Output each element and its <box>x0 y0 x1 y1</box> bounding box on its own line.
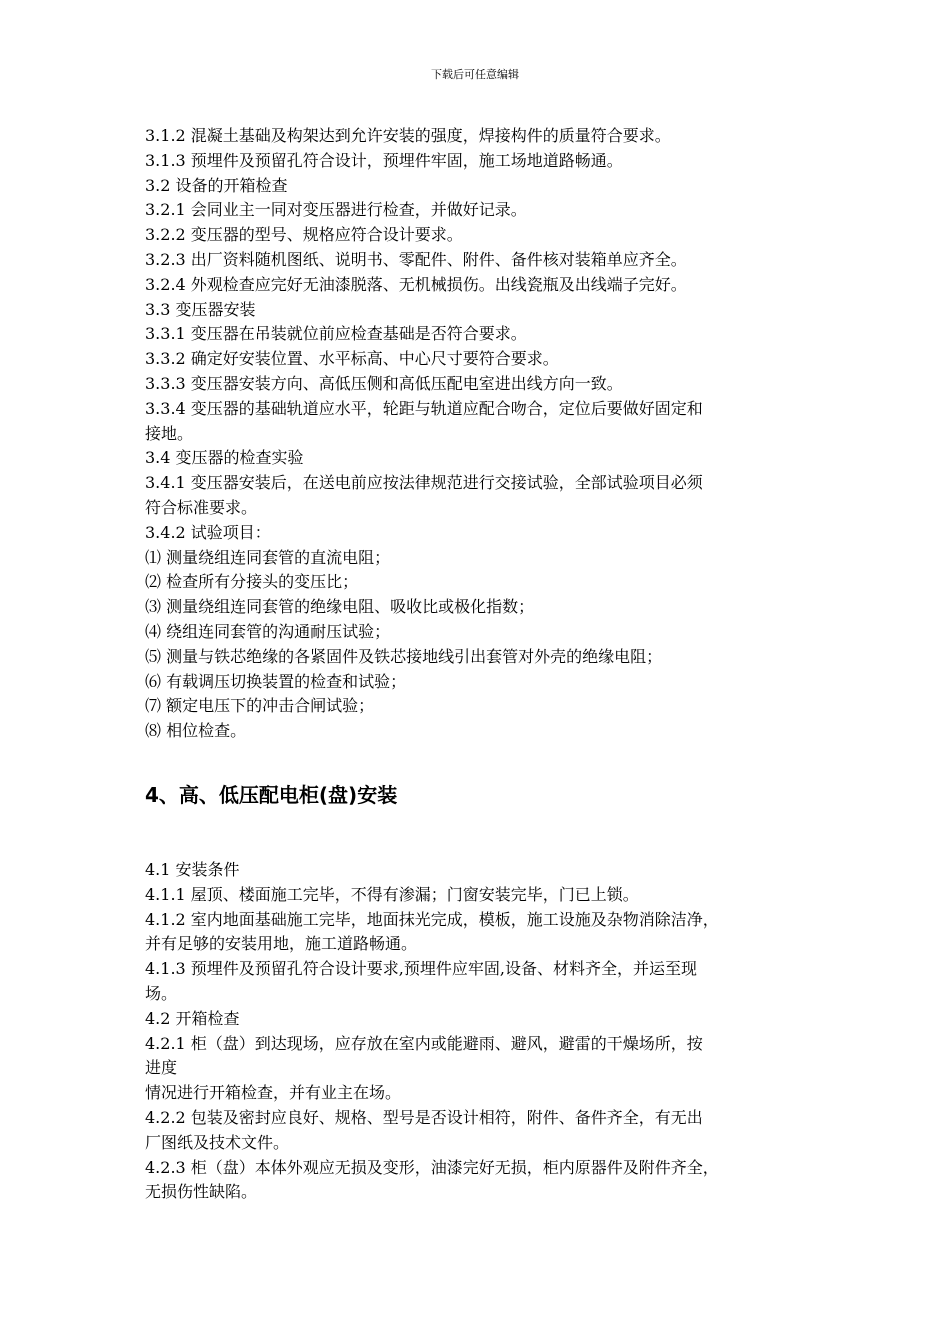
list-item: ⑻ 相位检查。 <box>145 721 247 741</box>
list-item: ⑹ 有载调压切换装置的检查和试验； <box>145 671 407 691</box>
section-3-body <box>145 124 825 744</box>
list-item: ⑴ 测量绕组连同套管的直流电阻； <box>145 547 391 567</box>
list-item: ⑵ 检查所有分接头的变压比； <box>145 572 359 592</box>
text-line: 无损伤性缺陷。 <box>145 1182 258 1202</box>
text-line: 情况进行开箱检查，并有业主在场。 <box>145 1083 402 1103</box>
text-line: 4.2.3 柜（盘）本体外观应无损及变形，油漆完好无损，柜内原器件及附件齐全， <box>145 1157 719 1177</box>
section-4-heading: 4、高、低压配电柜(盘)安装 <box>145 783 398 807</box>
text-line: 3.3.3 变压器安装方向、高低压侧和高低压配电室进出线方向一致。 <box>145 373 623 393</box>
text-line: 3.3.4 变压器的基础轨道应水平，轮距与轨道应配合吻合，定位后要做好固定和 <box>145 398 703 418</box>
text-line: 4.2 开箱检查 <box>145 1008 240 1028</box>
text-line: 进度 <box>145 1058 178 1078</box>
text-line: 3.3.2 确定好安装位置、水平标高、中心尺寸要符合要求。 <box>145 349 559 369</box>
text-line: 厂图纸及技术文件。 <box>145 1132 290 1152</box>
text-line: 4.2.2 包装及密封应良好、规格、型号是否设计相符，附件、备件齐全，有无出 <box>145 1107 703 1127</box>
list-item: ⑷ 绕组连同套管的沟通耐压试验； <box>145 621 391 641</box>
list-item: ⑸ 测量与铁芯绝缘的各紧固件及铁芯接地线引出套管对外壳的绝缘电阻； <box>145 646 663 666</box>
text-line: 3.2.1 会同业主一同对变压器进行检查，并做好记录。 <box>145 200 527 220</box>
text-line: 符合标准要求。 <box>145 497 258 517</box>
text-line: 3.4 变压器的检查实验 <box>145 448 304 468</box>
text-line: 3.4.2 试验项目： <box>145 522 271 542</box>
text-line: 3.1.2 混凝土基础及构架达到允许安装的强度，焊接构件的质量符合要求。 <box>145 126 671 145</box>
text-line: 接地。 <box>145 423 194 443</box>
list-item: ⑺ 额定电压下的冲击合闸试验； <box>145 696 375 716</box>
text-line: 并有足够的安装用地，施工道路畅通。 <box>145 934 418 954</box>
text-line: 3.2.3 出厂资料随机图纸、说明书、零配件、附件、备件核对装箱单应齐全。 <box>145 249 687 269</box>
text-line: 4.1.1 屋顶、楼面施工完毕，不得有渗漏；门窗安装完毕，门已上锁。 <box>145 884 639 904</box>
text-line: 4.2.1 柜（盘）到达现场，应存放在室内或能避雨、避风，避雷的干燥场所，按 <box>145 1033 703 1053</box>
text-line: 4.1.3 预埋件及预留孔符合设计要求,预埋件应牢固,设备、材料齐全，并运至现 <box>145 959 697 979</box>
text-line: 3.2.2 变压器的型号、规格应符合设计要求。 <box>145 225 463 245</box>
text-line: 3.4.1 变压器安装后，在送电前应按法律规范进行交接试验，全部试验项目必须 <box>145 473 703 493</box>
section-4-body <box>145 858 825 1205</box>
list-item: ⑶ 测量绕组连同套管的绝缘电阻、吸收比或极化指数； <box>145 597 535 617</box>
text-line: 3.1.3 预埋件及预留孔符合设计，预埋件牢固，施工场地道路畅通。 <box>145 150 623 170</box>
text-line: 场。 <box>145 983 178 1003</box>
text-line: 3.3 变压器安装 <box>145 299 256 319</box>
text-line: 4.1 安装条件 <box>145 860 240 879</box>
page-header: 下载后可任意编辑 <box>431 68 519 81</box>
text-line: 3.2.4 外观检查应完好无油漆脱落、无机械损伤。出线瓷瓶及出线端子完好。 <box>145 274 687 294</box>
text-line: 4.1.2 室内地面基础施工完毕，地面抹光完成，模板，施工设施及杂物消除洁净， <box>145 909 719 929</box>
text-line: 3.2 设备的开箱检查 <box>145 175 288 195</box>
text-line: 3.3.1 变压器在吊装就位前应检查基础是否符合要求。 <box>145 324 527 344</box>
